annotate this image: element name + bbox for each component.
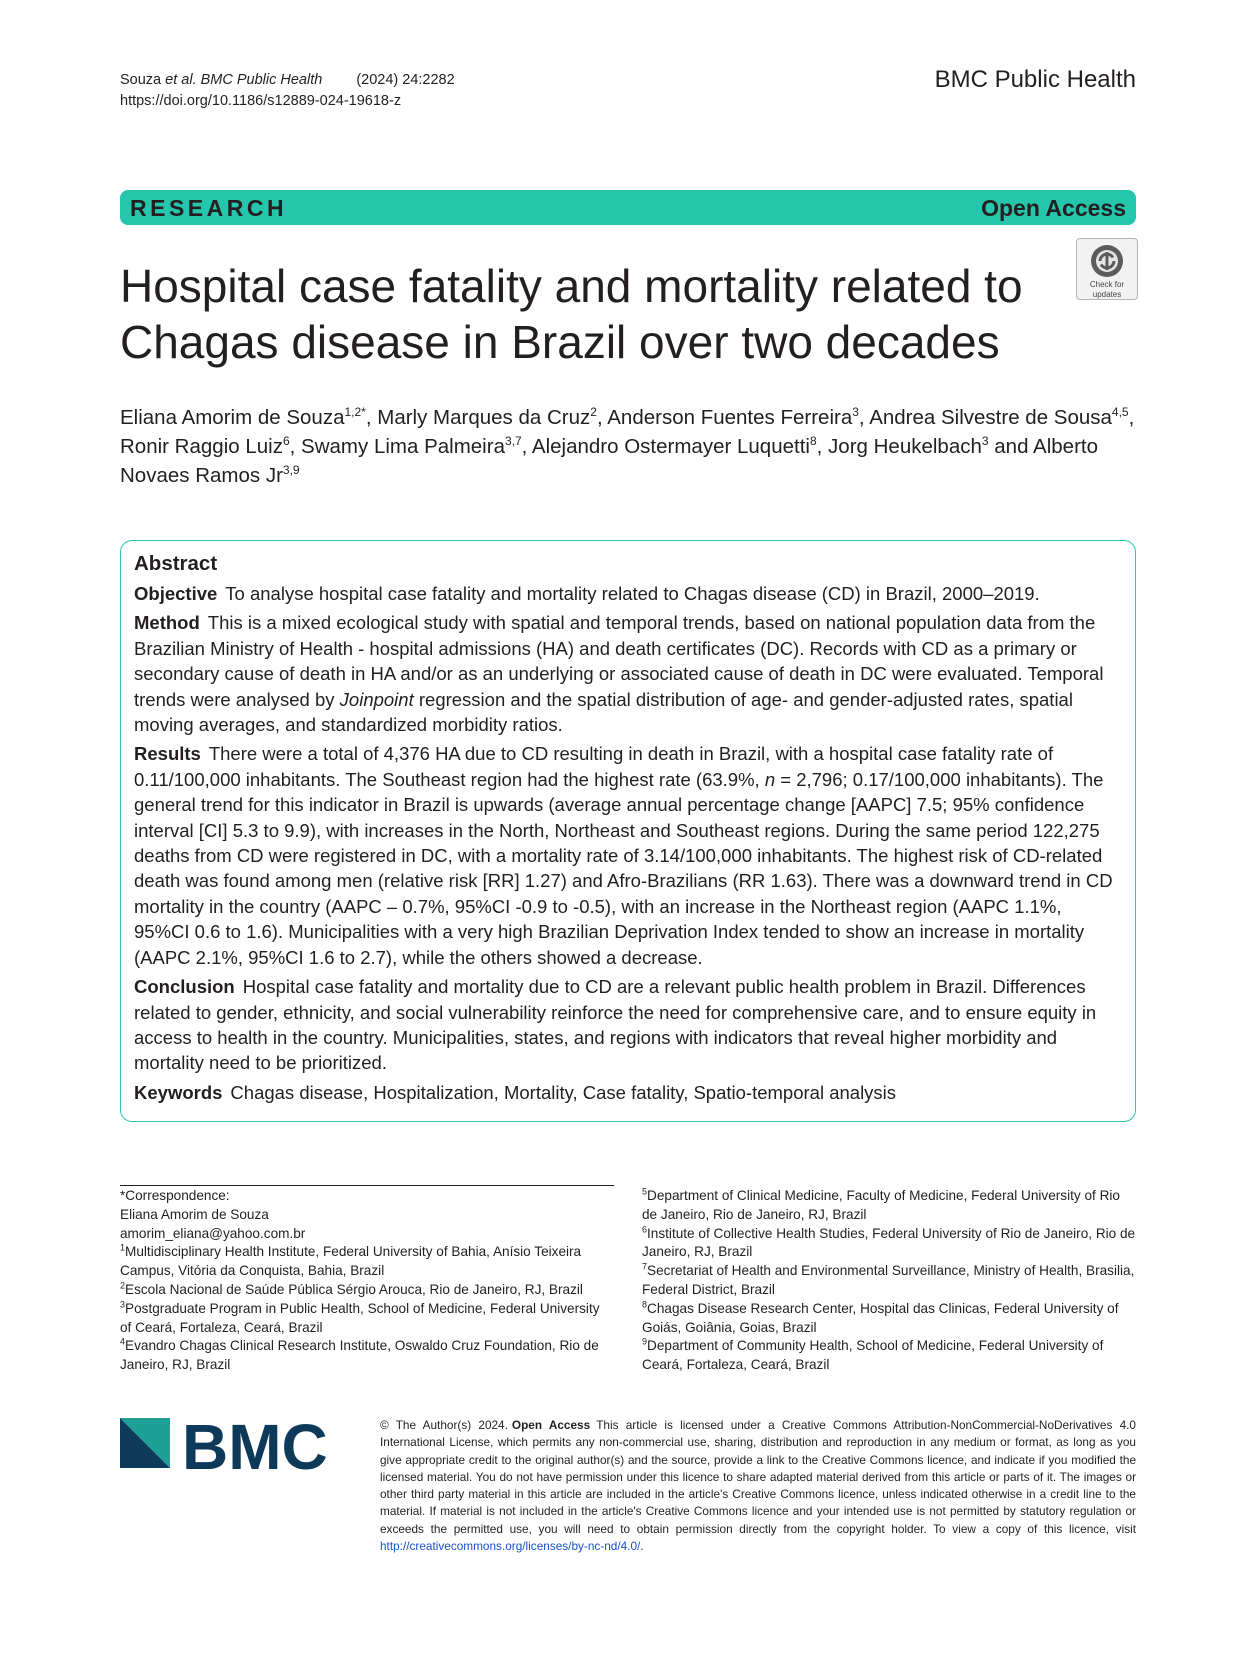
check-for-updates-icon xyxy=(1089,243,1125,279)
author-separator: , xyxy=(1128,406,1135,429)
affiliation-number: 4 xyxy=(120,1336,126,1347)
footnote-divider xyxy=(120,1185,614,1186)
open-access-label: Open Access xyxy=(981,195,1126,221)
author-affiliation-marker: 4,5 xyxy=(1111,405,1129,420)
affiliation-item xyxy=(642,1225,1136,1263)
license-link[interactable]: http://creativecommons.org/licenses/by-nc-nd/4.0/ xyxy=(380,1539,641,1554)
results-italic: n xyxy=(764,768,776,790)
correspondence-name: Eliana Amorim de Souza xyxy=(120,1206,269,1222)
affiliation-item xyxy=(642,1187,1136,1225)
author-separator: , xyxy=(596,406,608,429)
affiliation-item xyxy=(642,1337,1136,1375)
author-separator: , xyxy=(521,435,532,458)
author-list xyxy=(120,403,1136,490)
correspondence-email[interactable]: amorim_eliana@yahoo.com.br xyxy=(120,1225,306,1241)
affiliation-item xyxy=(120,1337,614,1375)
author-affiliation-marker: 3,9 xyxy=(282,463,300,478)
badge-text-line2: updates xyxy=(1092,290,1122,299)
method-text-a: This is a mixed ecological study with spatial and temporal trends, based on national population data from the Brazilian Ministry of Health - hospital admissions (HA) and death certificates (DC). Records with CD as a primary or secondary cause of death in HA and/or as an underlying or associated cause of death in DC were evaluated. Temporal trends were analysed by xyxy=(134,612,1104,710)
affiliation-number: 9 xyxy=(642,1336,648,1347)
keywords-text: Chagas disease, Hospitalization, Mortality, Case fatality, Spatio-temporal analysis xyxy=(230,1081,897,1103)
abstract-heading: Abstract xyxy=(134,552,218,575)
running-head xyxy=(120,70,455,112)
results-text-a: There were a total of 4,376 HA due to CD resulting in death in Brazil, with a hospital case fatality rate of 0.11/100,000 inhabitants. The Southeast region had the highest rate (63.9%, xyxy=(134,743,1054,790)
affiliation-text: Evandro Chagas Clinical Research Institute, Oswaldo Cruz Foundation, Rio de Janeiro, RJ, Brazil xyxy=(120,1338,599,1373)
author-separator: , xyxy=(858,406,870,429)
article-type-label: RESEARCH xyxy=(130,195,288,221)
citation-line xyxy=(120,70,455,91)
author-separator: , xyxy=(289,435,302,458)
abstract-keywords xyxy=(134,1080,1122,1105)
affiliation-item xyxy=(120,1281,614,1300)
author-name: Andrea Silvestre de Sousa xyxy=(869,406,1112,429)
affiliation-text: Secretariat of Health and Environmental Surveillance, Ministry of Health, Brasilia, Federal District, Brazil xyxy=(642,1263,1135,1297)
results-label: Results xyxy=(134,743,201,765)
conclusion-label: Conclusion xyxy=(134,976,235,998)
author-affiliation-marker: 2 xyxy=(590,405,597,420)
affiliation-item xyxy=(642,1262,1136,1300)
correspondence-label: *Correspondence: xyxy=(120,1188,230,1203)
license-end: . xyxy=(640,1539,644,1554)
keywords-label: Keywords xyxy=(134,1081,223,1103)
author-name: Alberto Novaes Ramos Jr xyxy=(120,435,1099,487)
author-separator: , xyxy=(365,406,378,429)
affiliation-number: 5 xyxy=(642,1186,648,1197)
affiliation-text: Institute of Collective Health Studies, Federal University of Rio de Janeiro, Rio de Janeiro, RJ, Brazil xyxy=(642,1225,1136,1260)
license-open-access-label: Open Access xyxy=(511,1418,591,1432)
citation-authors: Souza xyxy=(120,72,166,88)
affiliation-item xyxy=(120,1243,614,1281)
bmc-logo-text: BMC xyxy=(182,1418,328,1476)
author-name: Marly Marques da Cruz xyxy=(377,406,591,429)
affiliation-number: 8 xyxy=(642,1299,648,1310)
affiliation-number: 3 xyxy=(120,1299,126,1310)
objective-text: To analyse hospital case fatality and mortality related to Chagas disease (CD) in Brazil, 2000–2019. xyxy=(225,583,1040,604)
affiliation-text: Chagas Disease Research Center, Hospital das Clinicas, Federal University of Goiás, Goiânia, Goias, Brazil xyxy=(642,1300,1119,1335)
author-affiliation-marker: 3 xyxy=(852,405,859,420)
citation-year: (2024) 24:2282 xyxy=(356,72,455,88)
method-label: Method xyxy=(134,612,200,634)
license-statement xyxy=(380,1417,1136,1555)
affiliation-number: 7 xyxy=(642,1261,648,1272)
author-name: Anderson Fuentes Ferreira xyxy=(607,406,853,429)
affiliation-number: 1 xyxy=(120,1242,126,1253)
method-italic: Joinpoint xyxy=(339,688,414,710)
author-separator: , xyxy=(816,435,829,458)
method-text-b: regression and the spatial distribution of age- and gender-adjusted rates, spatial moving averages, and standardized morbidity ratios. xyxy=(134,688,1073,736)
affiliation-number: 2 xyxy=(120,1280,126,1291)
copyright-text: © The Author(s) 2024. xyxy=(380,1418,508,1432)
check-for-updates-badge[interactable] xyxy=(1076,238,1138,300)
article-title: Hospital case fatality and mortality related to Chagas disease in Brazil over two decades xyxy=(120,260,1023,368)
article-type-banner xyxy=(120,190,1136,225)
footnotes-right xyxy=(642,1187,1136,1375)
abstract-conclusion xyxy=(134,974,1122,1076)
affiliation-text: Multidisciplinary Health Institute, Federal University of Bahia, Anísio Teixeira Campus, Vitória da Conquista, Bahia, Brazil xyxy=(120,1244,582,1279)
abstract-results xyxy=(134,741,1122,970)
author-affiliation-marker: 3 xyxy=(981,434,989,449)
affiliation-text: Postgraduate Program in Public Health, School of Medicine, Federal University of Ceará, Fortaleza, Ceará, Brazil xyxy=(120,1300,600,1335)
affiliation-text: Escola Nacional de Saúde Pública Sérgio Arouca, Rio de Janeiro, RJ, Brazil xyxy=(125,1281,583,1297)
citation-journal: et al. BMC Public Health xyxy=(165,72,323,88)
affiliation-item xyxy=(120,1300,614,1338)
author-name: Ronir Raggio Luiz xyxy=(120,435,283,458)
author-affiliation-marker: 3,7 xyxy=(504,434,522,449)
affiliation-text: Department of Community Health, School of Medicine, Federal University of Ceará, Fortaleza, Ceará, Brazil xyxy=(642,1338,1104,1373)
conclusion-text: Hospital case fatality and mortality due to CD are a relevant public health problem in Brazil. Differences related to gender, ethnicity, and social vulnerability reinforce the need for comprehensive care, and to ensure equity in access to health in the country. Municipalities, states, and regions with indicators that reveal higher morbidity and mortality need to be prioritized. xyxy=(134,976,1097,1074)
bmc-logo xyxy=(120,1418,356,1476)
affiliation-item xyxy=(642,1300,1136,1338)
affiliation-number: 6 xyxy=(642,1224,648,1235)
abstract-objective xyxy=(134,581,1122,606)
author-affiliation-marker: 8 xyxy=(809,434,817,449)
license-text: This article is licensed under a Creative Commons Attribution-NonCommercial-NoDerivatives 4.0 International License, which permits any non-commercial use, sharing, distribution and reproduction in any medium or format, as long as you give appropriate credit to the original author(s) and the source, provide a link to the Creative Commons licence, and indicate if you modified the licensed material. You do not have permission under this licence to share adapted material derived from this article or parts of it. The images or other third party material in this article are included in the article's Creative Commons licence, unless indicated otherwise in a credit line to the material. If material is not included in the article's Creative Commons licence and your intended use is not permitted by statutory regulation or exceeds the permitted use, you will need to obtain permission directly from the copyright holder. To view a copy of this licence, visit xyxy=(380,1418,1136,1536)
objective-label: Objective xyxy=(134,583,218,604)
journal-name: BMC Public Health xyxy=(934,66,1136,93)
doi-link[interactable]: https://doi.org/10.1186/s12889-024-19618-z xyxy=(120,93,402,109)
author-name: Swamy Lima Palmeira xyxy=(301,435,505,458)
author-separator: and xyxy=(988,435,1034,458)
abstract-method xyxy=(134,610,1122,737)
author-affiliation-marker: 6 xyxy=(282,434,290,449)
author-name: Jorg Heukelbach xyxy=(828,435,982,458)
author-name: Eliana Amorim de Souza xyxy=(120,406,345,429)
author-name: Alejandro Ostermayer Luquetti xyxy=(531,435,810,458)
badge-text-line1: Check for xyxy=(1089,280,1125,289)
abstract-box xyxy=(120,540,1136,1122)
results-text-b: = 2,796; 0.17/100,000 inhabitants). The general trend for this indicator in Brazil is upwards (average annual percentage change [AAPC] 7.5; 95% confidence interval [CI] 5.3 to 9.9), with increases in the North, Northeast and Southeast regions. During the same period 122,275 deaths from CD were registered in DC, with a mortality rate of 3.14/100,000 inhabitants. The highest risk of CD-related death was found among men (relative risk [RR] 1.27) and Afro-Brazilians (RR 1.63). There was a downward trend in CD mortality in the country (AAPC – 0.7%, 95%CI -0.9 to -0.5), with an increase in the Northeast region (AAPC 1.1%, 95%CI 0.6 to 1.6). Municipalities with a very high Brazilian Deprivation Index tended to show an increase in mortality (AAPC 2.1%, 95%CI 1.6 to 2.7), while the others showed a decrease. xyxy=(134,768,1113,968)
author-affiliation-marker: 1,2* xyxy=(344,405,366,420)
affiliations-left xyxy=(120,1243,614,1375)
affiliation-text: Department of Clinical Medicine, Faculty of Medicine, Federal University of Rio de Janeiro, Rio de Janeiro, RJ, Brazil xyxy=(642,1188,1120,1222)
footnotes-left xyxy=(120,1187,614,1375)
